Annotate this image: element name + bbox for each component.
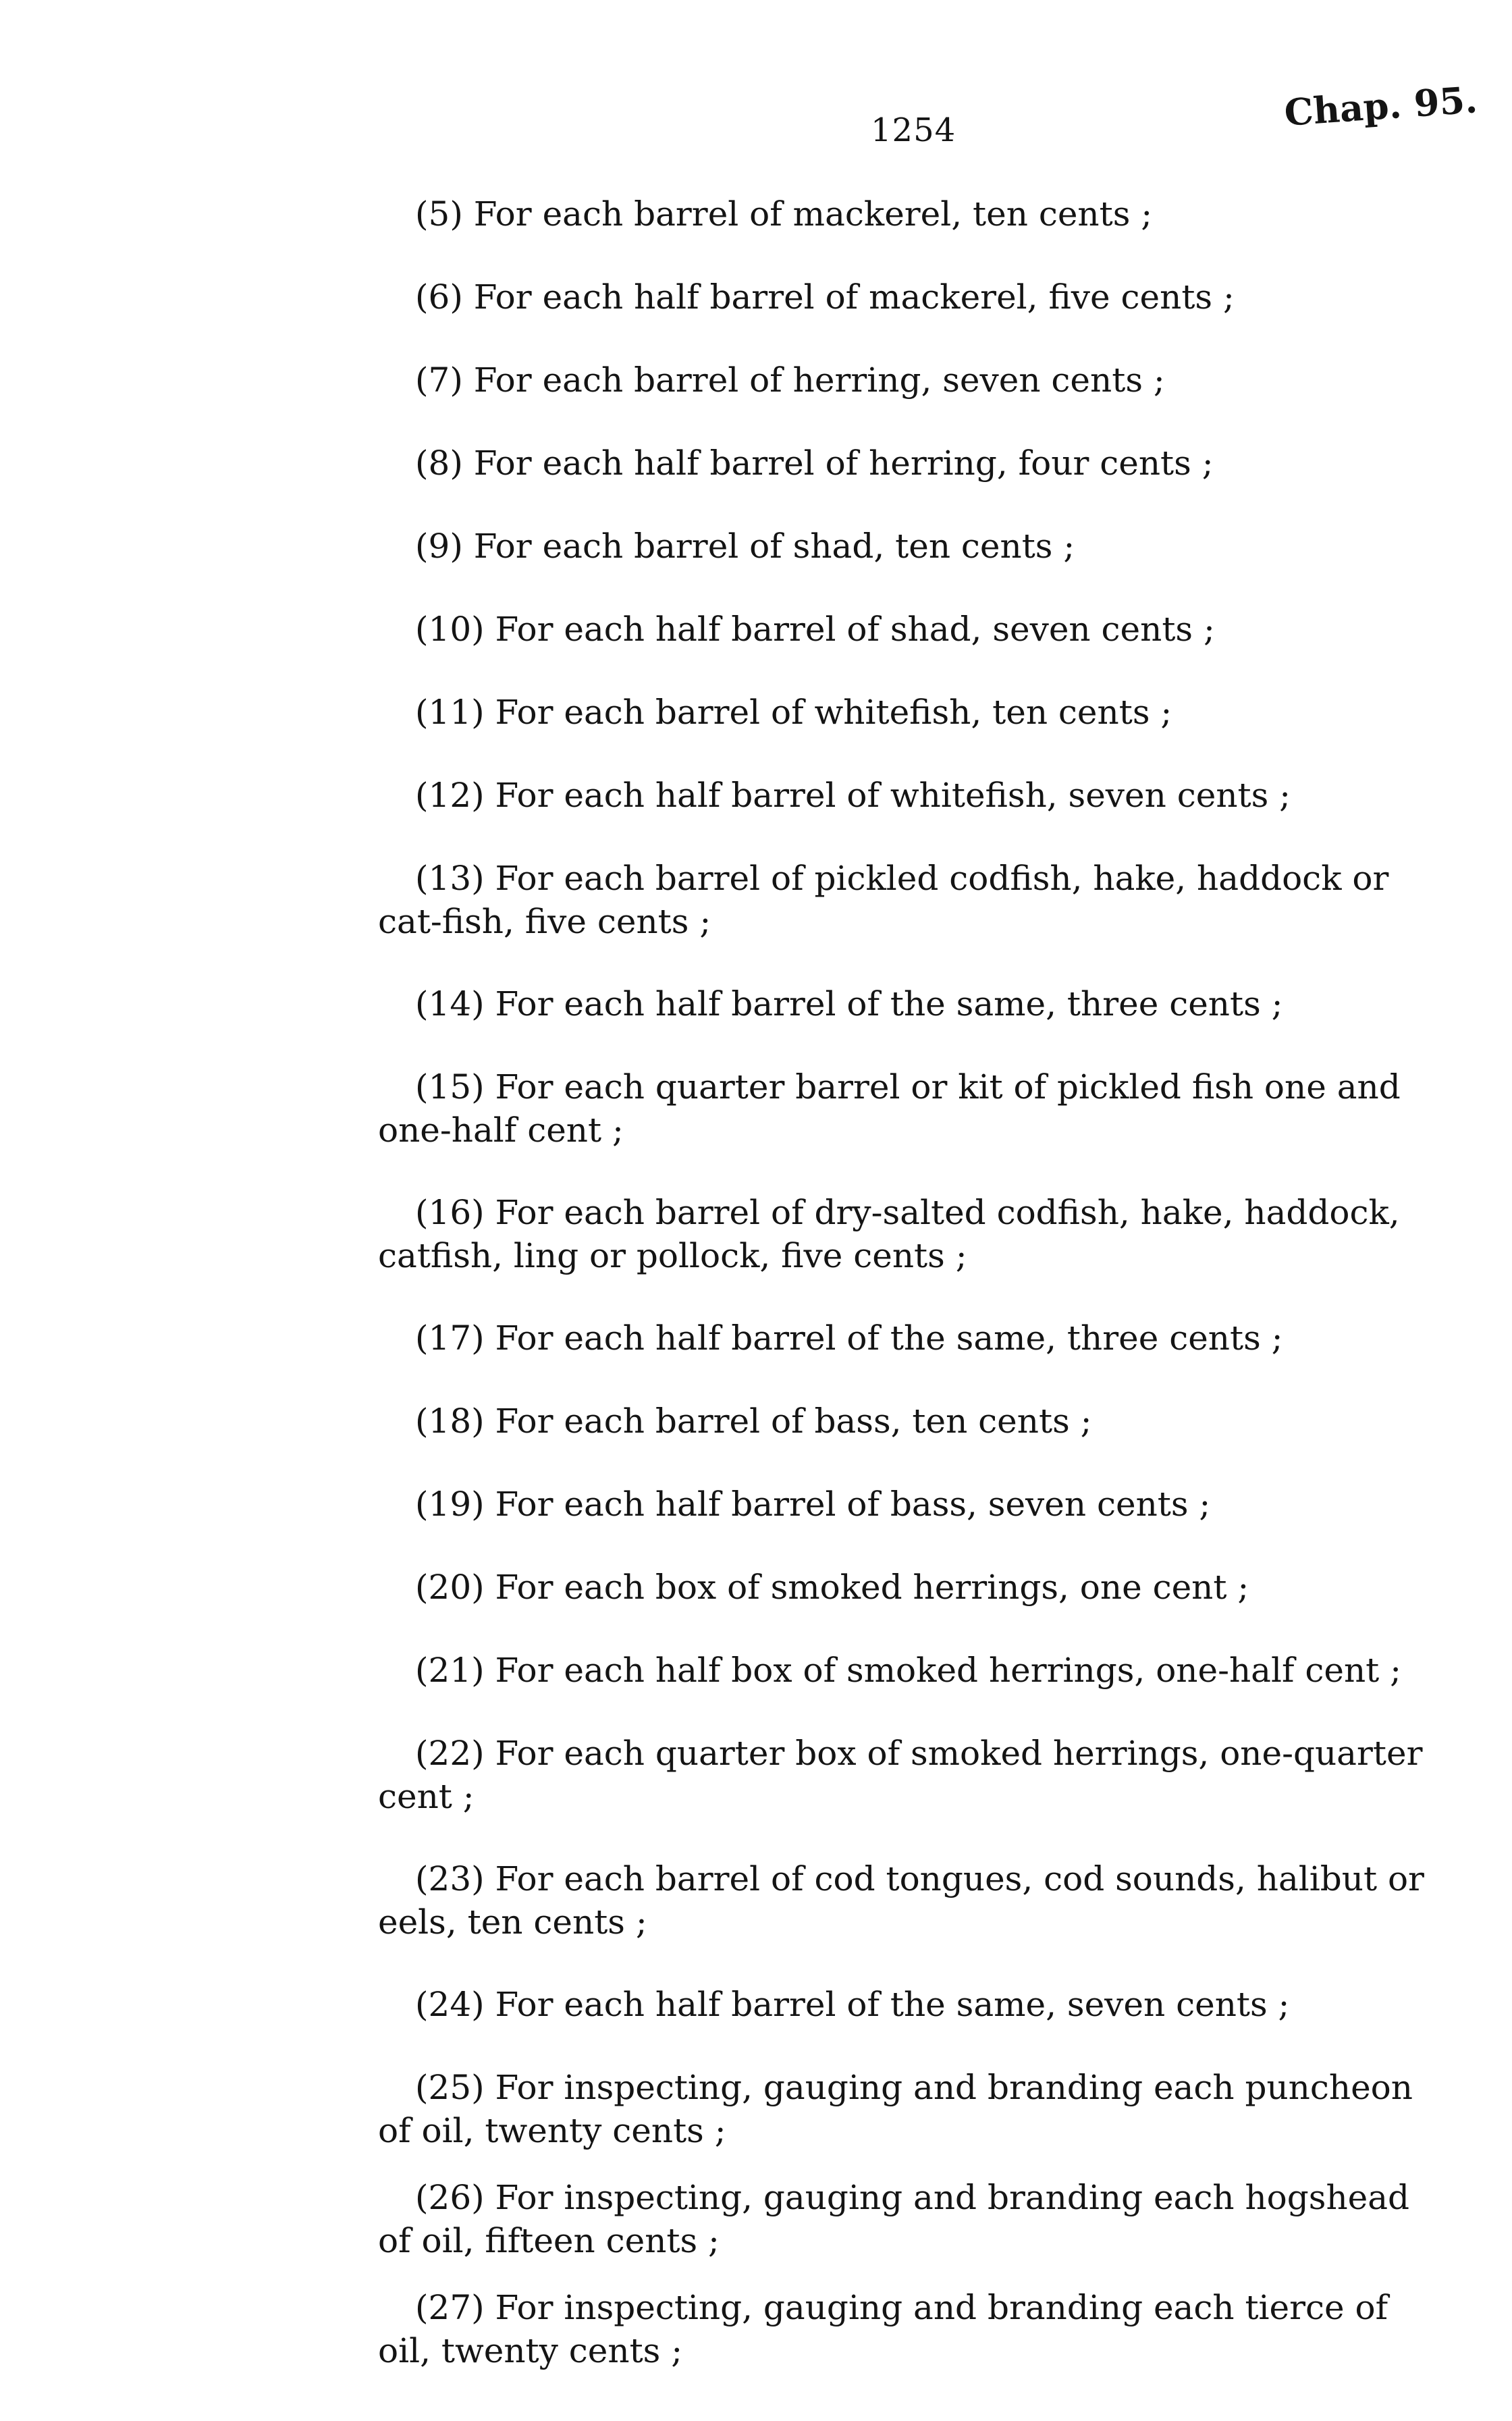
list-item (378, 1732, 1472, 1818)
item-line: (26) For inspecting, gauging and branding each hogshead (415, 2178, 1410, 2217)
list-item (378, 1649, 1472, 1692)
item-line: (18) For each barrel of bass, ten cents ; (415, 1402, 1092, 1441)
item-line: (5) For each barrel of mackerel, ten cents ; (415, 194, 1153, 234)
list-item (378, 2176, 1472, 2262)
page-number: 1254 (871, 111, 956, 149)
item-line: (13) For each barrel of pickled codfish, hake, haddock or (415, 859, 1389, 898)
item-line: (8) For each half barrel of herring, four cents ; (415, 444, 1214, 483)
item-continuation: one-half cent ; (378, 1111, 624, 1150)
list-item (378, 857, 1472, 943)
item-line: (11) For each barrel of whitefish, ten cents ; (415, 693, 1172, 732)
item-line: (6) For each half barrel of mackerel, five cents ; (415, 277, 1235, 317)
list-item (378, 1065, 1472, 1152)
list-item (378, 982, 1472, 1026)
item-continuation: cent ; (378, 1777, 475, 1816)
item-line: (23) For each barrel of cod tongues, cod sounds, halibut or (415, 1859, 1424, 1898)
item-line: (20) For each box of smoked herrings, one cent ; (415, 1568, 1249, 1607)
item-continuation: eels, ten cents ; (378, 1903, 647, 1942)
item-line: (22) For each quarter box of smoked herrings, one-quarter (415, 1734, 1423, 1773)
list-item (378, 525, 1472, 568)
list-item (378, 1400, 1472, 1443)
list-item (378, 358, 1472, 402)
list-item (378, 192, 1472, 236)
item-continuation: of oil, fifteen cents ; (378, 2221, 720, 2260)
item-continuation: oil, twenty cents ; (378, 2331, 683, 2370)
item-line: (16) For each barrel of dry-salted codfish, hake, haddock, (415, 1193, 1400, 1232)
list-item (378, 442, 1472, 485)
chapter-heading: Chap. 95. (1282, 78, 1479, 134)
item-line: (19) For each half barrel of bass, seven cents ; (415, 1485, 1211, 1524)
item-line: (17) For each half barrel of the same, three cents ; (415, 1319, 1283, 1358)
item-line: (7) For each barrel of herring, seven cents ; (415, 361, 1165, 400)
list-item (378, 1191, 1472, 1277)
list-item (378, 1566, 1472, 1609)
list-item (378, 1483, 1472, 1526)
list-item (378, 2066, 1472, 2152)
item-line: (27) For inspecting, gauging and branding each tierce of (415, 2288, 1388, 2327)
list-item (378, 2286, 1472, 2372)
item-continuation: of oil, twenty cents ; (378, 2111, 726, 2150)
item-line: (9) For each barrel of shad, ten cents ; (415, 527, 1075, 566)
item-line: (21) For each half box of smoked herrings, one-half cent ; (415, 1651, 1402, 1690)
list-item (378, 1857, 1472, 1944)
list-item (378, 1983, 1472, 2026)
item-continuation: catfish, ling or pollock, five cents ; (378, 1236, 967, 1275)
item-line: (15) For each quarter barrel or kit of pickled fish one and (415, 1067, 1401, 1107)
list-item (378, 691, 1472, 734)
list-item (378, 275, 1472, 319)
item-continuation: cat-fish, five cents ; (378, 902, 711, 941)
item-line: (12) For each half barrel of whitefish, seven cents ; (415, 776, 1291, 815)
list-item (378, 774, 1472, 817)
list-item (378, 1316, 1472, 1360)
item-line: (25) For inspecting, gauging and branding each puncheon (415, 2068, 1413, 2107)
list-item (378, 608, 1472, 651)
item-line: (14) For each half barrel of the same, three cents ; (415, 984, 1283, 1023)
item-line: (24) For each half barrel of the same, seven cents ; (415, 1985, 1290, 2024)
item-line: (10) For each half barrel of shad, seven cents ; (415, 610, 1215, 649)
